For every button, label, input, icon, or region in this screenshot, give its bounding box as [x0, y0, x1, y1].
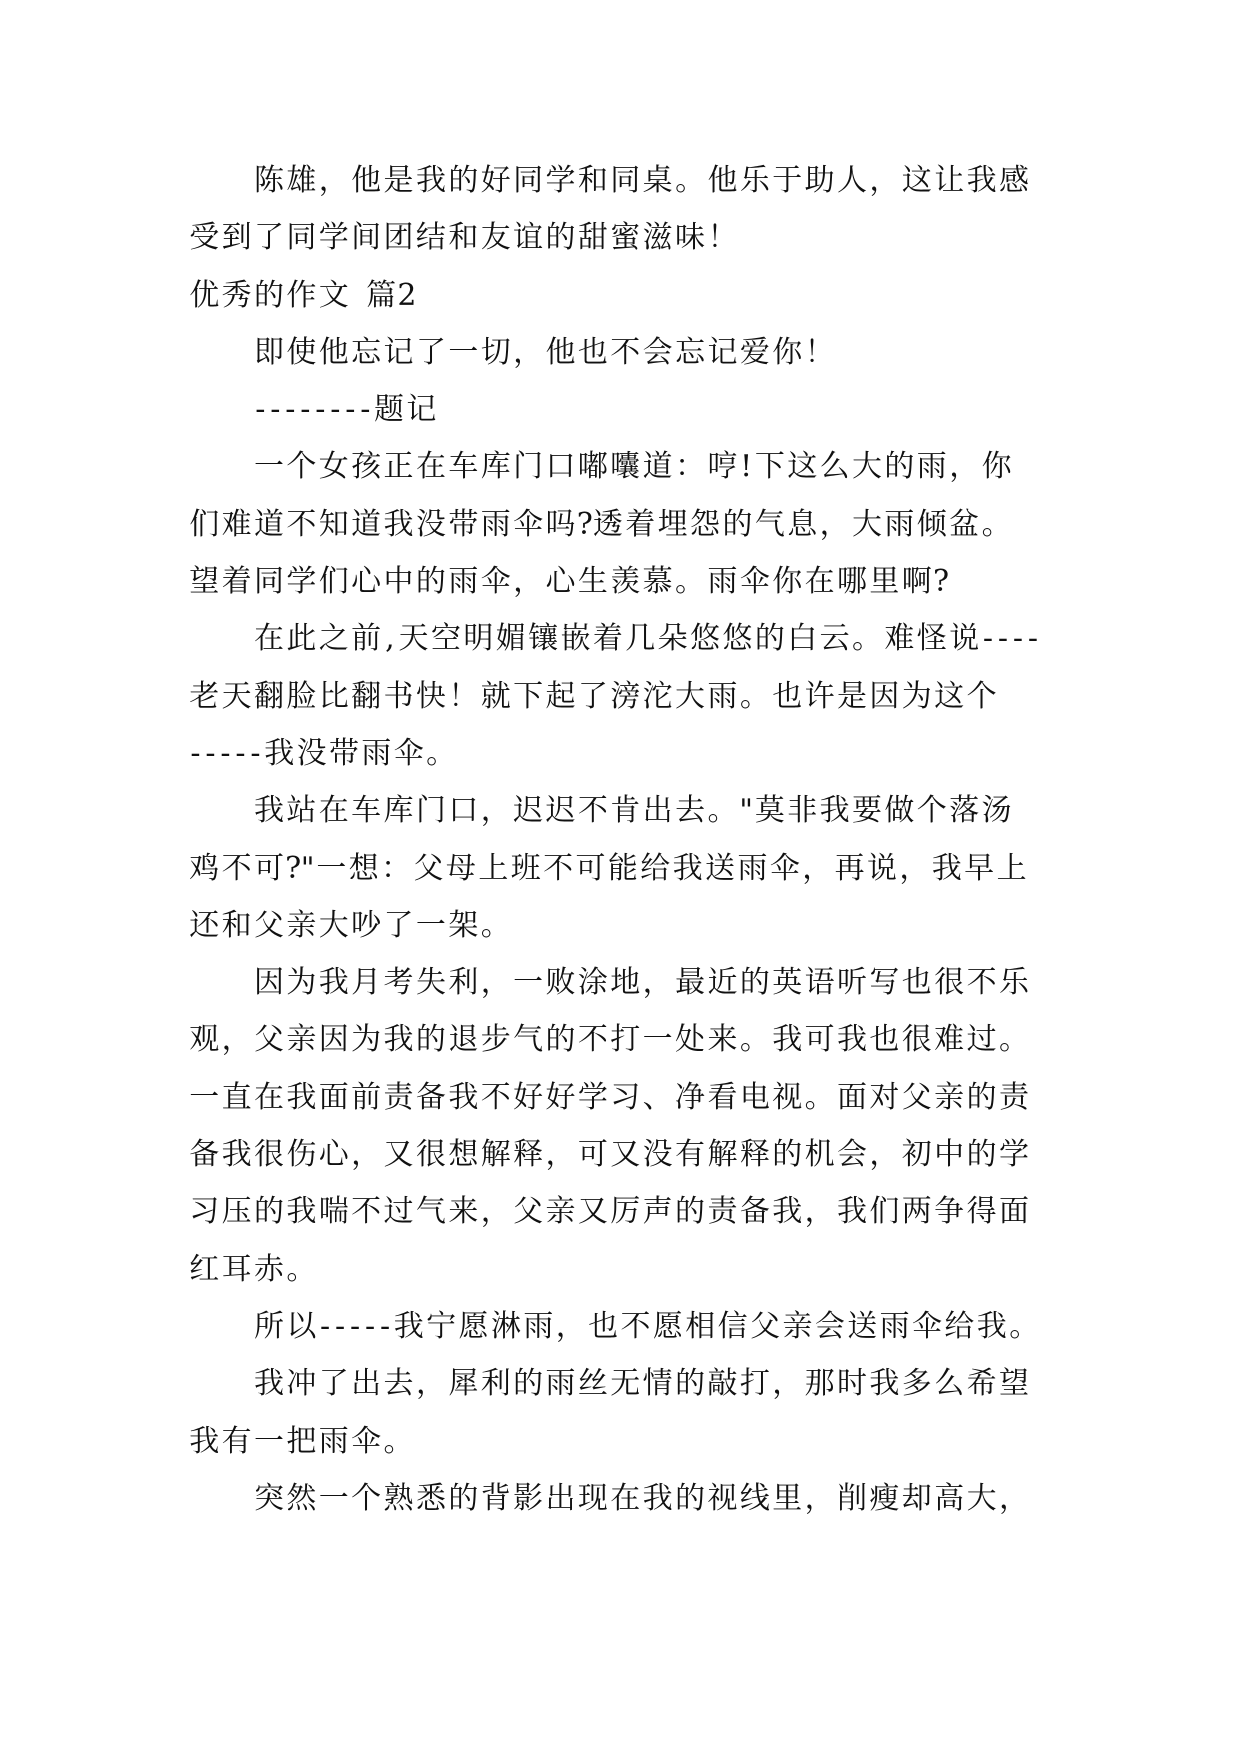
text-line: 望着同学们心中的雨伞，心生羡慕。雨伞你在哪里啊?	[189, 564, 950, 600]
paragraph-essay-1-ending	[188, 152, 1053, 267]
text-line: 我有一把雨伞。	[189, 1423, 414, 1459]
text-line: 受到了同学间团结和友谊的甜蜜滋味！	[189, 220, 738, 256]
text-line: 即使他忘记了一切，他也不会忘记爱你！	[253, 334, 835, 370]
text-line: 一个女孩正在车库门口嘟囔道：哼!下这么大的雨，你	[253, 449, 1012, 485]
text-line: 陈雄，他是我的好同学和同桌。他乐于助人，这让我感	[253, 163, 1029, 198]
text-line: 一直在我面前责备我不好好学习、净看电视。面对父亲的责	[189, 1079, 1029, 1115]
text-line: - - - - - - - - 题记	[255, 392, 437, 428]
paragraph	[188, 1470, 1053, 1527]
essay-heading: 优秀的作文 篇2	[189, 277, 417, 313]
text-line: 们难道不知道我没带雨伞吗?透着埋怨的气息，大雨倾盆。	[189, 506, 1012, 542]
text-line: - - - - - 我没带雨伞。	[190, 735, 457, 771]
text-line: 在此之前 , 天空明媚镶嵌着几朵悠悠的白云。难怪说 - - - -	[253, 621, 1038, 657]
paragraph	[188, 610, 1053, 782]
text-line: 我冲了出去，犀利的雨丝无情的敲打，那时我多么希望	[253, 1366, 1029, 1402]
text-line: 观，父亲因为我的退步气的不打一处来。我可我也很难过。	[189, 1022, 1029, 1058]
text-line: 老天翻脸比翻书快！就下起了滂沱大雨。也许是因为这个	[189, 678, 997, 714]
paragraph	[188, 1298, 1053, 1355]
text-line: 突然一个熟悉的背影出现在我的视线里，削瘦却高大，	[253, 1480, 1029, 1516]
text-line: 备我很伤心，又很想解释，可又没有解释的机会，初中的学	[189, 1137, 1029, 1173]
paragraph	[188, 1355, 1053, 1470]
text-line: 所以 - - - - - 我宁愿淋雨，也不愿相信父亲会送雨伞给我。	[253, 1308, 1040, 1344]
paragraph-quote	[188, 324, 1053, 381]
text-line: 习压的我喘不过气来，父亲又厉声的责备我，我们两争得面	[189, 1194, 1029, 1230]
paragraph	[188, 954, 1053, 1298]
text-line: 红耳赤。	[189, 1251, 317, 1287]
text-line: 还和父亲大吵了一架。	[189, 907, 511, 943]
text-line: 我站在车库门口，迟迟不肯出去。"莫非我要做个落汤	[253, 793, 1012, 829]
text-line: 因为我月考失利，一败涂地，最近的英语听写也很不乐	[253, 965, 1029, 1001]
paragraph	[188, 438, 1053, 610]
paragraph-epigraph-attribution	[188, 381, 1053, 438]
text-line: 鸡不可?"一想：父母上班不可能给我送雨伞，再说，我早上	[189, 850, 1027, 886]
document-body	[188, 152, 1053, 1527]
paragraph	[188, 782, 1053, 954]
